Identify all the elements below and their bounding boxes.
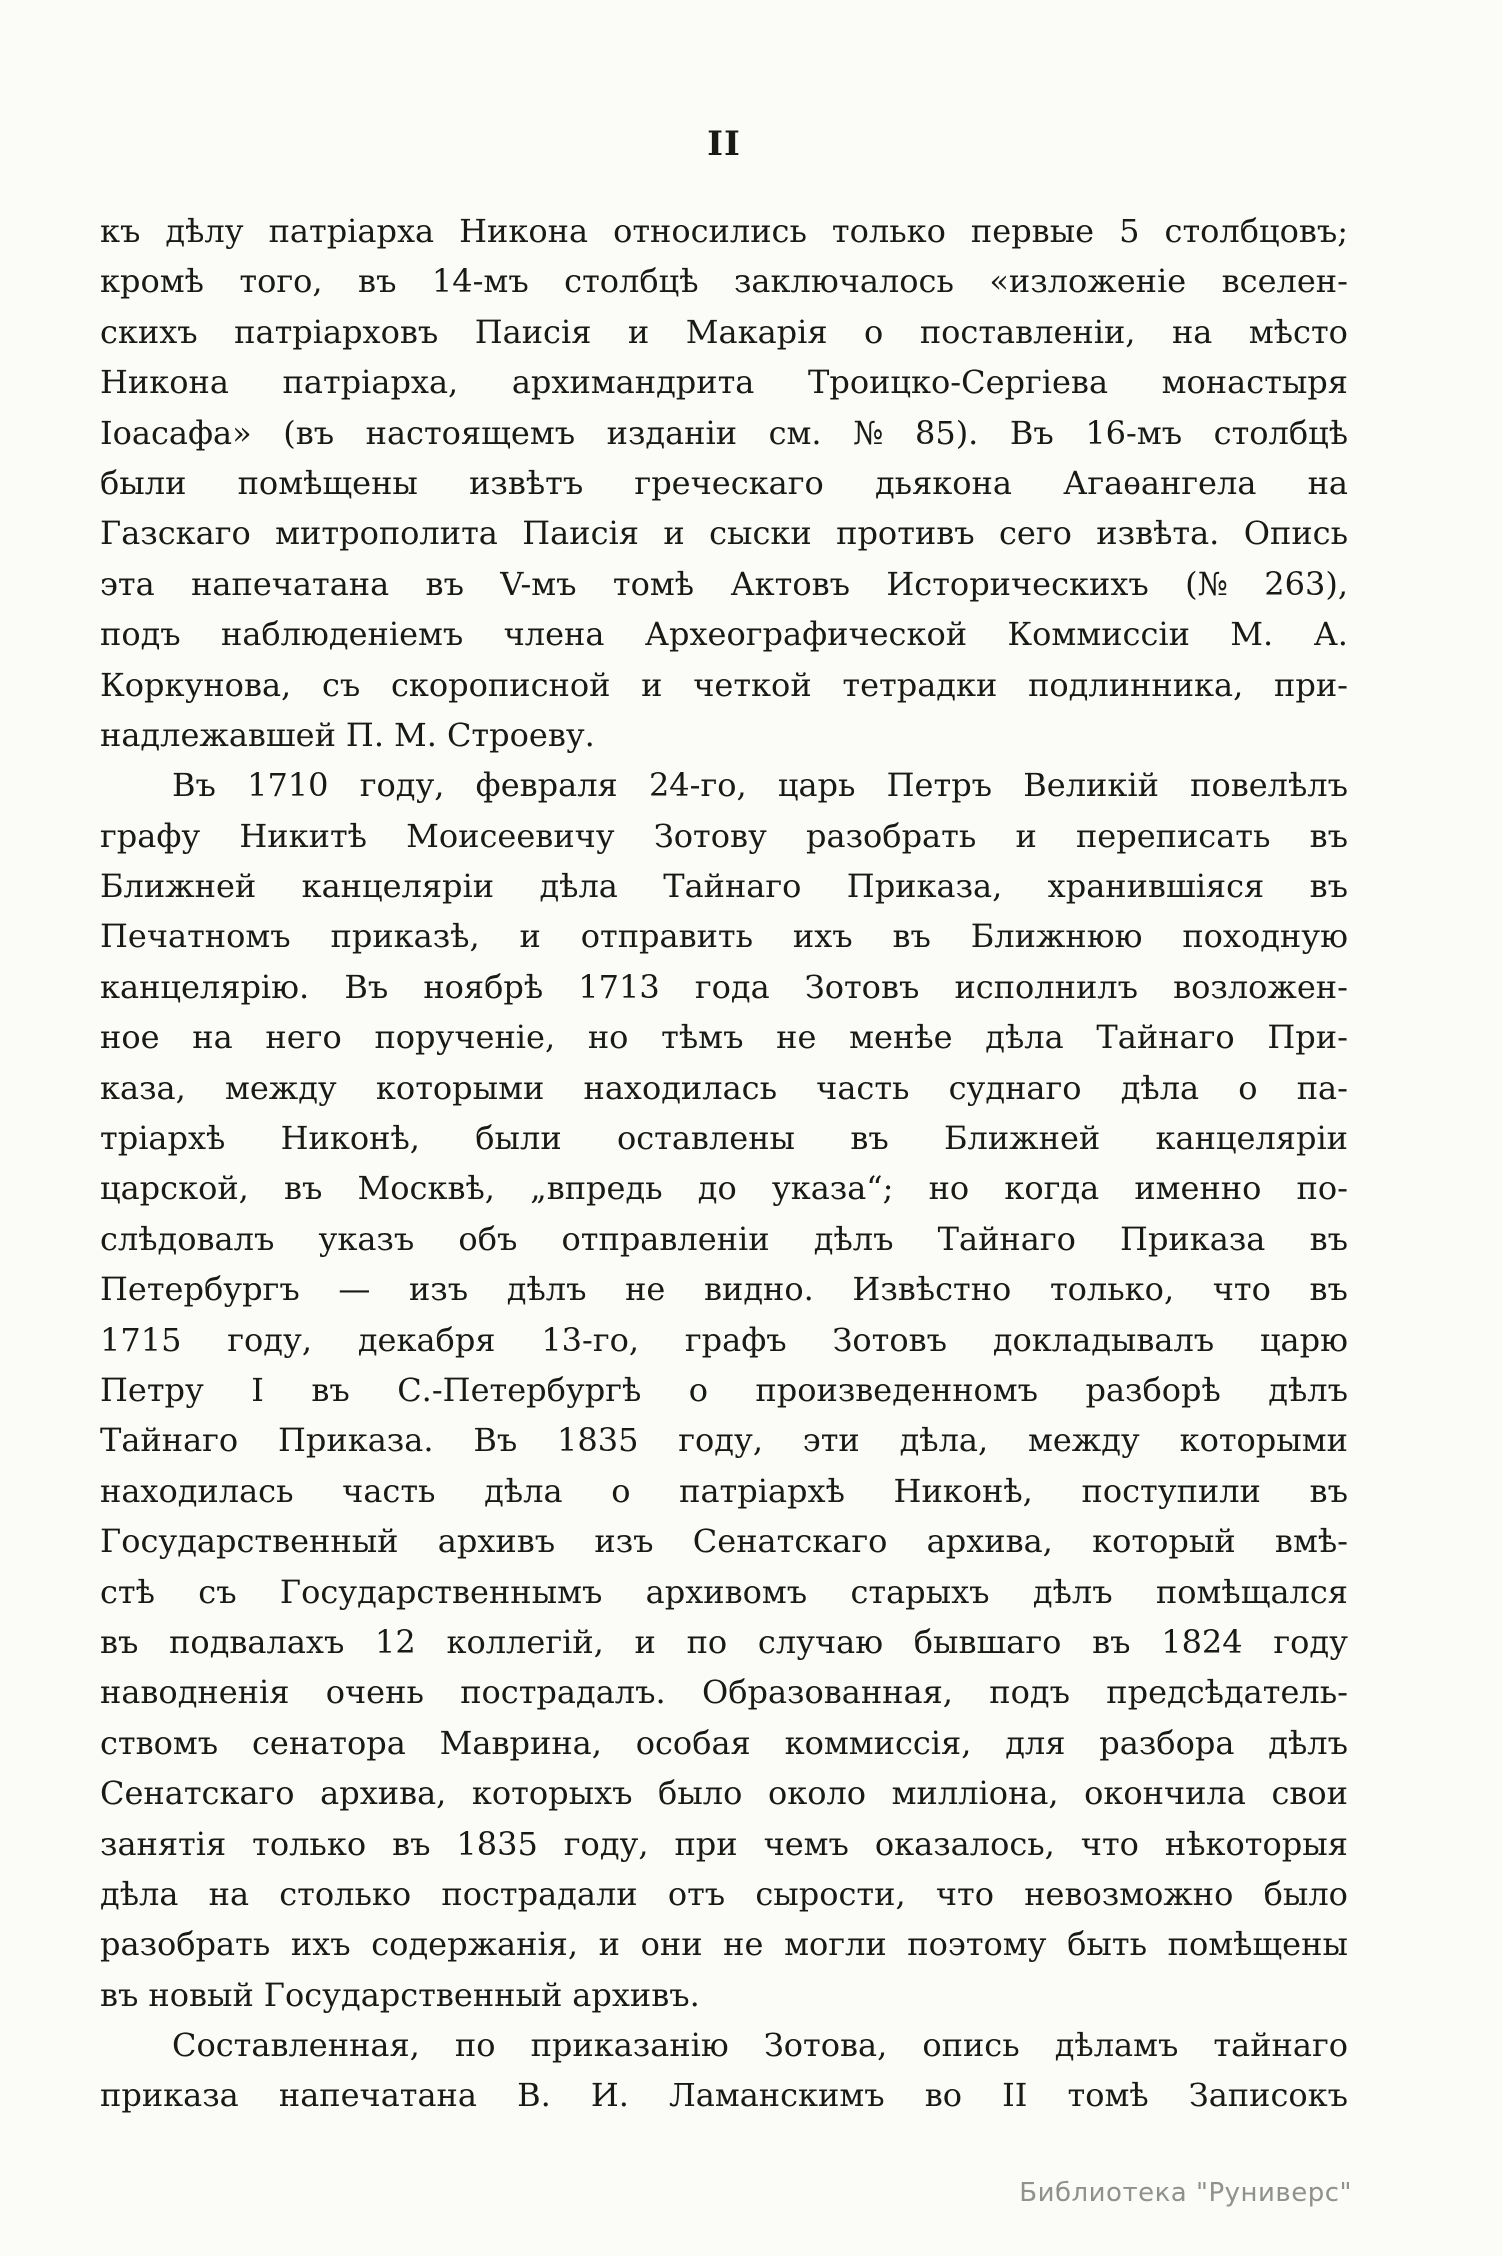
text-block (100, 206, 1348, 2121)
text-line: графу Никитѣ Моисеевичу Зотову разобрать и переписать въ (100, 816, 1348, 855)
text-line: царской, въ Москвѣ, „впредь до указа“; но когда именно по- (100, 1169, 1348, 1208)
text-line: ное на него порученіе, но тѣмъ не менѣе дѣла Тайнаго При- (100, 1018, 1348, 1057)
text-line: ствомъ сенатора Маврина, особая коммиссія, для разбора дѣлъ (100, 1723, 1348, 1762)
text-line: находилась часть дѣла о патріархѣ Никонѣ, поступили въ (100, 1471, 1348, 1510)
text-line: кромѣ того, въ 14-мъ столбцѣ заключалось «изложеніе вселен- (100, 262, 1348, 301)
text-line: слѣдовалъ указъ объ отправленіи дѣлъ Тайнаго Приказа въ (100, 1219, 1348, 1258)
text-line: въ подвалахъ 12 коллегій, и по случаю бывшаго въ 1824 году (100, 1622, 1348, 1661)
text-line: Петербургъ — изъ дѣлъ не видно. Извѣстно только, что въ (100, 1270, 1348, 1309)
text-line: разобрать ихъ содержанія, и они не могли поэтому быть помѣщены (100, 1925, 1348, 1964)
text-line: Печатномъ приказѣ, и отправить ихъ въ Ближнюю походную (100, 917, 1348, 956)
text-line: Никона патріарха, архимандрита Троицко-Сергіева монастыря (100, 363, 1348, 402)
text-line: стѣ съ Государственнымъ архивомъ старыхъ дѣлъ помѣщался (100, 1572, 1348, 1611)
text-line: наводненія очень пострадалъ. Образованная, подъ предсѣдатель- (100, 1673, 1348, 1712)
text-line: приказа напечатана В. И. Ламанскимъ во II томѣ Записокъ (100, 2076, 1348, 2115)
text-line: тріархѣ Никонѣ, были оставлены въ Ближней канцеляріи (100, 1119, 1348, 1158)
text-line: къ дѣлу патріарха Никона относились только первые 5 столбцовъ; (100, 212, 1348, 250)
text-line: занятія только въ 1835 году, при чемъ оказалось, что нѣкоторыя (100, 1824, 1348, 1863)
text-line: Въ 1710 году, февраля 24-го, царь Петръ Великій повелѣлъ (172, 766, 1348, 805)
text-line: канцелярію. Въ ноябрѣ 1713 года Зотовъ исполнилъ возложен- (100, 967, 1348, 1006)
text-line: были помѣщены извѣтъ греческаго дьякона Агаѳангела на (100, 463, 1348, 502)
text-line: Составленная, по приказанію Зотова, опись дѣламъ тайнаго (172, 2026, 1348, 2065)
library-watermark: Библиотека "Руниверс" (1019, 2178, 1352, 2208)
text-line: въ новый Государственный архивъ. (100, 1975, 700, 2014)
text-line: Коркунова, съ скорописной и четкой тетрадки подлинника, при- (100, 665, 1348, 704)
text-line: Государственный архивъ изъ Сенатскаго архива, который вмѣ- (100, 1522, 1348, 1561)
text-line: надлежавшей П. М. Строеву. (100, 715, 595, 754)
text-line: Ближней канцеляріи дѣла Тайнаго Приказа, хранившіяся въ (100, 867, 1348, 906)
text-line: Газскаго митрополита Паисія и сыски противъ сего извѣта. Опись (100, 514, 1348, 553)
text-line: Петру I въ С.-Петербургѣ о произведенномъ разборѣ дѣлъ (100, 1370, 1348, 1409)
text-line: Сенатскаго архива, которыхъ было около милліона, окончила свои (100, 1774, 1348, 1813)
text-line: 1715 году, декабря 13-го, графъ Зотовъ докладывалъ царю (100, 1320, 1348, 1359)
page-number: II (707, 124, 741, 164)
text-line: Тайнаго Приказа. Въ 1835 году, эти дѣла, между которыми (100, 1421, 1348, 1460)
text-line: каза, между которыми находилась часть суднаго дѣла о па- (100, 1068, 1348, 1107)
text-line: эта напечатана въ V-мъ томѣ Актовъ Историческихъ (№ 263), (100, 564, 1348, 603)
text-line: Іоасафа» (въ настоящемъ изданіи см. № 85). Въ 16-мъ столбцѣ (100, 413, 1348, 452)
text-line: дѣла на столько пострадали отъ сырости, что невозможно было (100, 1874, 1348, 1913)
text-line: скихъ патріарховъ Паисія и Макарія о поставленіи, на мѣсто (100, 312, 1348, 351)
text-line: подъ наблюденіемъ члена Археографической Коммиссіи М. А. (100, 615, 1348, 654)
